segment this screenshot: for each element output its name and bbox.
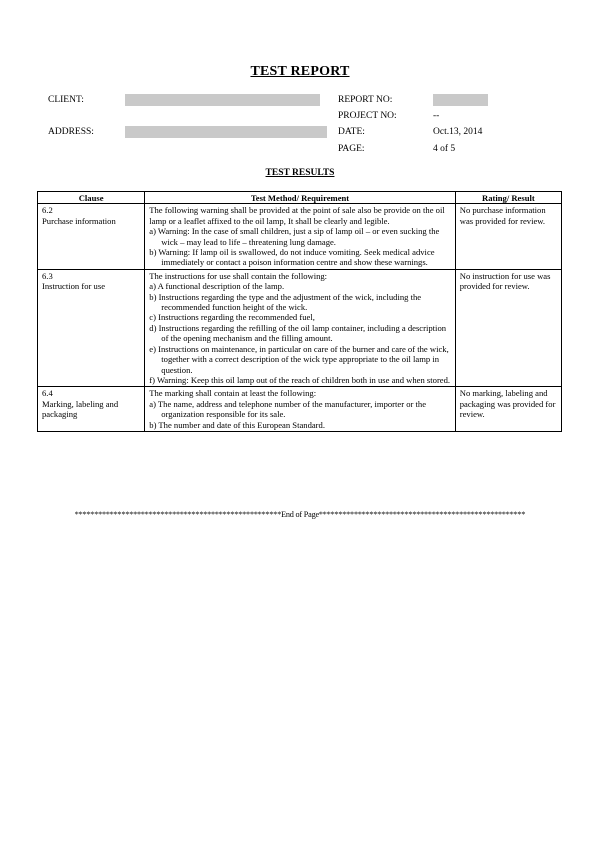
report-no-redacted-value [433,94,488,106]
result-cell: No purchase information was provided for review. [455,204,561,269]
requirement-item: d) Instructions regarding the refilling of the oil lamp container, including a description of the opening mechanism and the filling amount. [149,322,447,344]
clause-name: Purchase information [42,215,116,226]
address-label: ADDRESS: [48,127,94,137]
clause-name: Marking, labeling and packaging [42,398,119,420]
table-header-row [38,192,562,204]
requirement-intro: The following warning shall be provided at the point of sale also be provide on the oil lamp or a leaflet affixed to the oil lamp, It shall be clearly and legible. [149,205,445,226]
requirement-item: b) The number and date of this European Standard. [149,419,325,430]
project-no-value: -- [433,111,440,121]
client-label: CLIENT: [48,95,84,105]
method-cell [145,269,455,386]
date-label: DATE: [338,127,365,137]
page-label: PAGE: [338,144,365,154]
end-of-page-marker: *****************************************************End of Page***************************************************** [74,510,526,519]
client-redacted-value [125,94,320,106]
requirement-item: c) Instructions regarding the recommended fuel, [149,312,315,323]
method-cell [145,387,455,432]
requirement-item: a) Warning: In the case of small children, just a sip of lamp oil – or even sucking the wick – may lead to life – threatening lung damage. [149,226,440,247]
clause-number: 6.2 [42,205,53,216]
address-redacted-value [125,126,327,138]
requirement-item: a) A functional description of the lamp. [149,281,285,292]
page-value: 4 of 5 [433,144,456,154]
table-row [38,204,562,269]
method-cell [145,204,455,269]
clause-cell [38,204,145,269]
rating-header: Rating/ Result [455,192,561,204]
requirement-item: b) Instructions regarding the type and the adjustment of the wick, including the recommended function height of the wick. [149,291,422,313]
requirement-item: f) Warning: Keep this oil lamp out of the reach of children both in use and when stored. [149,374,451,385]
report-title: TEST REPORT [250,64,350,79]
table-row [38,269,562,386]
clause-cell [38,387,145,432]
clause-cell [38,269,145,386]
test-results-table [37,191,562,432]
requirement-item: b) Warning: If lamp oil is swallowed, do not induce vomiting. Seek medical advice immediately or contact a poison information centre and show these warnings. [149,247,435,268]
table-row [38,387,562,432]
requirement-intro: The marking shall contain at least the following: [149,388,317,399]
requirement-item: e) Instructions on maintenance, in particular on care of the burner and care of the wick, together with a correct description of the wick type appropriate to the oil lamp in question. [149,343,449,375]
clause-header: Clause [38,192,145,204]
result-cell: No instruction for use was provided for review. [455,269,561,386]
clause-name: Instruction for use [42,281,106,292]
project-no-label: PROJECT NO: [338,111,397,121]
test-results-title: TEST RESULTS [265,168,335,178]
clause-number: 6.4 [42,388,53,399]
report-no-label: REPORT NO: [338,95,393,105]
method-header: Test Method/ Requirement [145,192,455,204]
date-value: Oct.13, 2014 [433,127,483,137]
result-cell: No marking, labeling and packaging was provided for review. [455,387,561,432]
requirement-item: a) The name, address and telephone number of the manufacturer, importer or the organization responsible for its sale. [149,398,427,420]
clause-number: 6.3 [42,270,53,281]
requirement-intro: The instructions for use shall contain the following: [149,270,328,281]
